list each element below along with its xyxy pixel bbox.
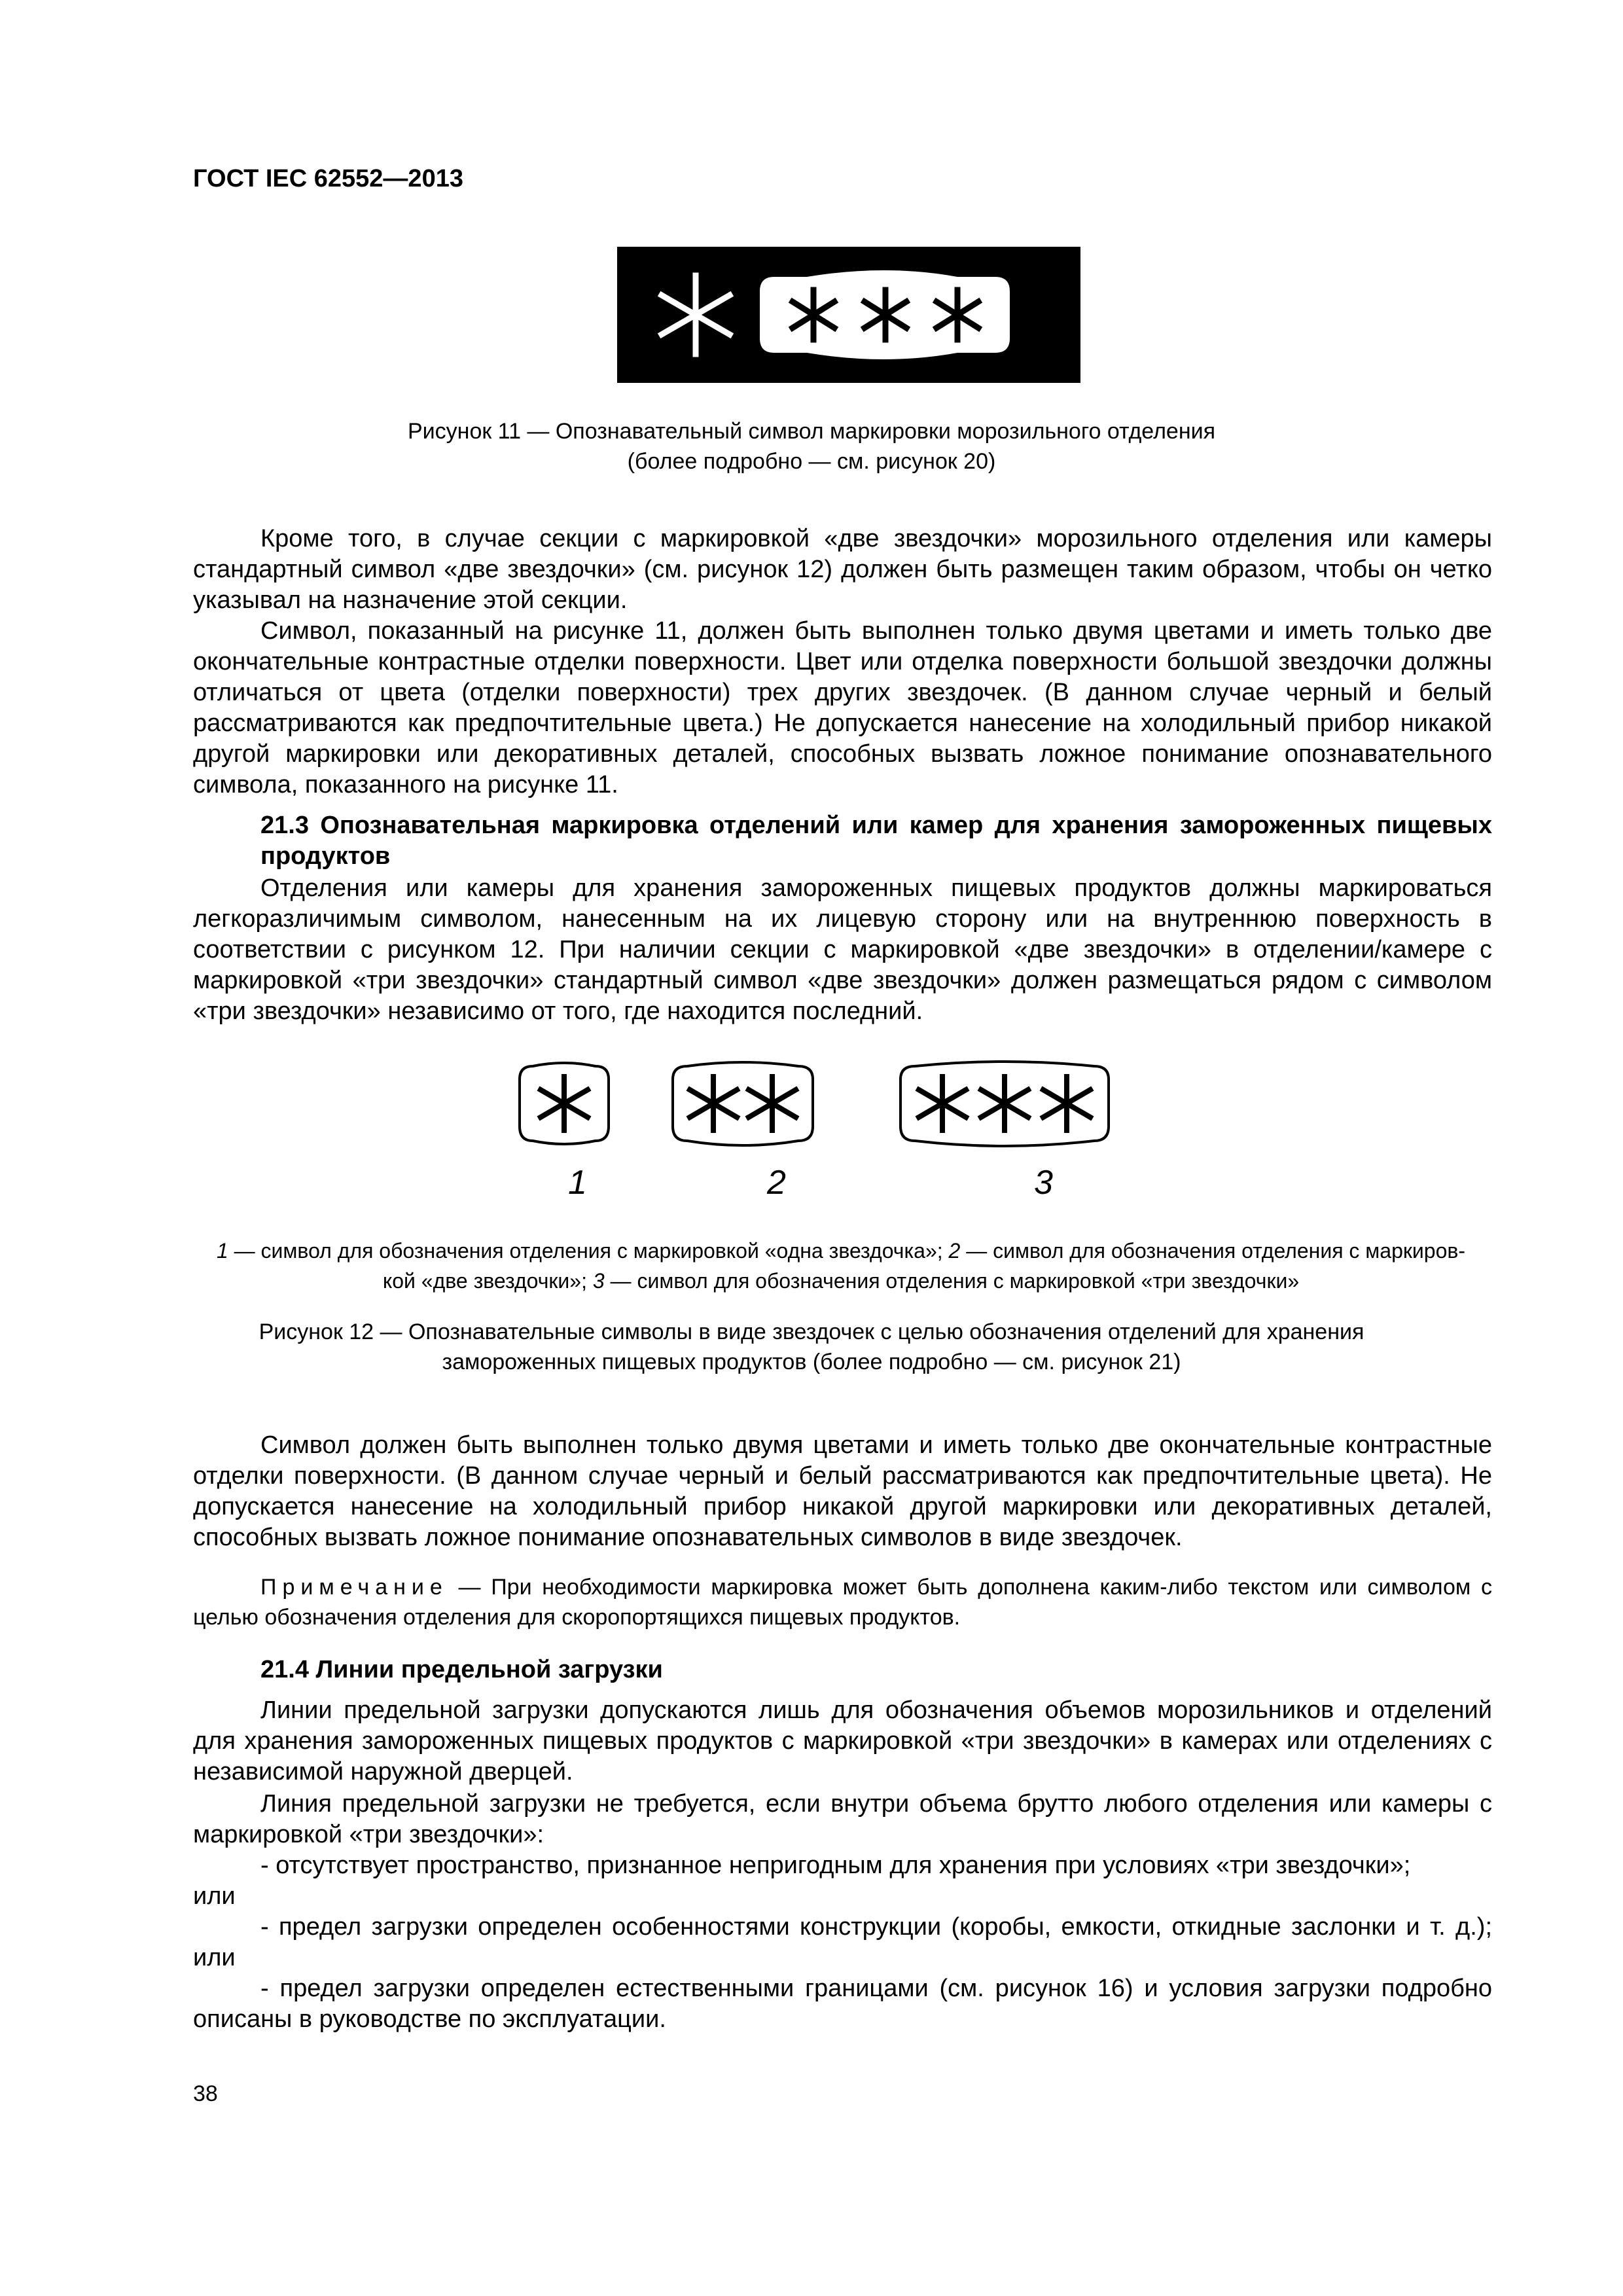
symbol-label-1: 1 [568,1164,587,1202]
legend-text-3: — символ для обозначения отделения с маркировкой «три звездочки» [604,1269,1300,1293]
list-item-3: - предел загрузки определен естественными границами (см. рисунок 16) и условия загрузки подробно описаны в руководстве по эксплуатации. [193,1975,1492,2033]
figure-12-caption [196,1317,1427,1377]
paragraph-21-3: Отделения или камеры для хранения замороженных пищевых продуктов должны маркироваться легкоразличимым символом, нанесенным на их лицевую сторону или на внутреннюю поверхность в соответствии с рисунком 12. При наличии секции с маркировкой «две звездочки» в отделении/камере с маркировкой «три звездочки» стандартный символ «две звездочки» должен размещаться рядом с символом «три звездочки» независимо от того, где находится последний. [193,874,1492,1025]
note-text: — При необходимости маркировка может быть дополнена каким-либо текстом или символом с целью обозначения отделения для скоропортящихся пищевых продуктов. [193,1575,1492,1630]
list-item-1: - отсутствует пространство, признанное непригодным для хранения при условиях «три звездочки»; [260,1852,1411,1879]
star-symbols-graphic [510,1057,1178,1168]
legend-number-1: 1 [216,1239,228,1263]
paragraph-two-colors: Символ должен быть выполнен только двумя цветами и иметь только две окончательные контрастные отделки поверхности. (В данном случае черный и белый рассматриваются как предпочтительные цвета). Не допускается нанесение на холодильный прибор никакой другой маркировки или декоративных деталей, способных вызвать ложное понимание опознавательных символов в виде звездочек. [193,1431,1492,1551]
note-paragraph [193,1572,1492,1632]
star-2b-icon [749,1077,796,1130]
paragraph-figure-11-colors: Символ, показанный на рисунке 11, должен быть выполнен только двумя цветами и иметь только две окончательные контрастные отделки поверхности. Цвет или отделка поверхности большой звездочки должны отличаться от цвета (отделки поверхности) трех других звездочек. (В данном случае черный и белый рассматриваются как предпочтительные цвета.) Не допускается нанесение на холодильный прибор никакой другой маркировки или декоративных деталей, способных вызвать ложное понимание опознавательного символа, показанного на рисунке 11. [193,617,1492,798]
paragraph-21-4: Линии предельной загрузки допускаются лишь для обозначения объемов морозильников и отделений для хранения замороженных пищевых продуктов с маркировкой «три звездочки» в камерах или отделениях с независимой наружной дверцей. [193,1696,1492,1785]
figure-11-caption [196,416,1427,476]
document-header: ГОСТ IEC 62552—2013 [193,165,463,192]
section-21-3-title: 21.3 Опознавательная маркировка отделений или камер для хранения замороженных пищевых продуктов [260,812,1492,870]
star-2a-icon [690,1077,737,1130]
legend-text-2-cont: кой «две звездочки»; [382,1269,593,1293]
figure-12-star-symbols [510,1057,1178,1214]
legend-text-1: — символ для обозначения отделения с маркировкой «одна звездочка»; [228,1239,949,1263]
symbol-label-3: 3 [1034,1164,1053,1202]
list-item-2: - предел загрузки определен особенностями конструкции (коробы, емкости, откидные заслонки и т. д.); или [193,1913,1492,1971]
figure-11-caption-line1: Рисунок 11 — Опознавательный символ маркировки морозильного отделения [408,419,1215,444]
figure-12-caption-line2: замороженных пищевых продуктов (более подробно — см. рисунок 21) [442,1350,1181,1374]
list-item-1-or: или [193,1882,236,1910]
two-star-frame [673,1062,813,1145]
figure-12-caption-line1: Рисунок 12 — Опознавательные символы в виде звездочек с целью обозначения отделений для хранения [259,1319,1364,1344]
legend-number-2: 2 [948,1239,961,1263]
paragraph-two-star-section: Кроме того, в случае секции с маркировкой «две звездочки» морозильного отделения или камеры стандартный символ «две звездочки» (см. рисунок 12) должен быть размещен таким образом, чтобы он четко указывал на назначение этой секции. [193,525,1492,614]
star-3c-icon [1043,1077,1090,1130]
paragraph-load-line-not-required: Линия предельной загрузки не требуется, если внутри объема брутто любого отделения или камеры с маркировкой «три звездочки»: [193,1790,1492,1848]
symbol-label-2: 2 [767,1164,786,1202]
freezer-symbol-graphic [617,247,1080,383]
figure-12-legend [190,1236,1492,1296]
page-number: 38 [193,2081,218,2106]
large-star-icon [662,276,730,354]
legend-text-2: — символ для обозначения отделения с маркиров- [960,1239,1466,1263]
legend-number-3: 3 [592,1269,605,1293]
figure-11-freezer-symbol [617,247,1080,383]
star-3b-icon [981,1077,1028,1130]
section-21-4-title: 21.4 Линии предельной загрузки [260,1656,663,1683]
figure-11-caption-line2: (более подробно — см. рисунок 20) [627,449,996,474]
star-1-icon [541,1077,588,1130]
note-label: Примечание [260,1575,448,1600]
star-3a-icon [919,1077,966,1130]
